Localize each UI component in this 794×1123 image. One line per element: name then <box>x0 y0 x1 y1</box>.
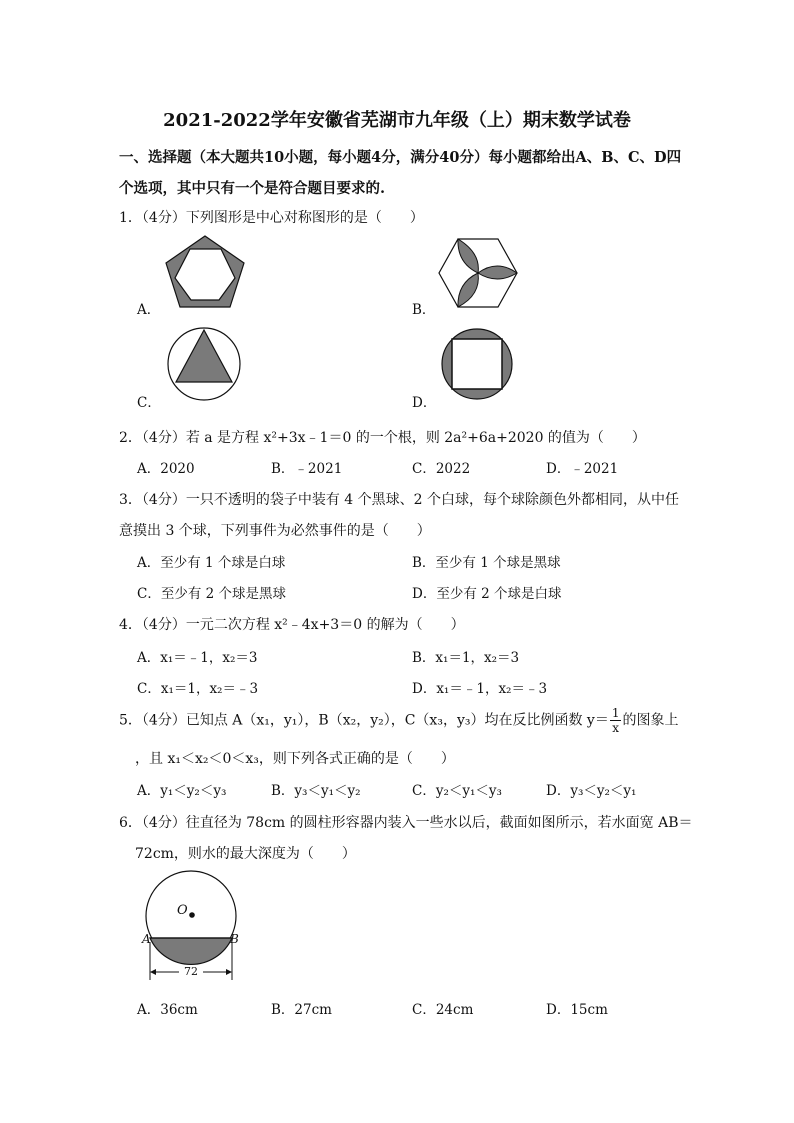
section-header-line1: 一、选择题（本大题共10小题，每小题4分，满分40分）每小题都给出A、B、C、D四 <box>119 149 682 166</box>
page-title: 2021-2022学年安徽省芜湖市九年级（上）期末数学试卷 <box>163 110 631 131</box>
question-6-stem-line1: 6．（4分）往直径为 78cm 的圆柱形容器内装入一些水以后，截面如图所示，若水面宽 AB＝ <box>119 815 693 831</box>
q6-option-c: C．24cm <box>412 1002 474 1018</box>
q4-option-a: A．x₁＝﹣1，x₂＝3 <box>137 650 258 666</box>
question-5-stem-line2: ，且 x₁＜x₂＜0＜x₃，则下列各式正确的是（ ） <box>135 751 455 767</box>
q2-option-b: B．﹣2021 <box>271 461 343 477</box>
q1-figure-a-pentagon <box>162 234 248 310</box>
question-3-stem-line1: 3．（4分）一只不透明的袋子中装有 4 个黑球、2 个白球，每个球除颜色外都相同，从中任 <box>119 492 679 508</box>
q6-option-a: A．36cm <box>137 1002 198 1018</box>
q2-option-a: A．2020 <box>137 461 195 477</box>
question-6-stem-line2: 72cm，则水的最大深度为（ ） <box>135 846 356 862</box>
q4-option-d: D．x₁＝﹣1，x₂＝﹣3 <box>412 681 548 697</box>
question-4-stem: 4．（4分）一元二次方程 x²﹣4x+3＝0 的解为（ ） <box>119 617 465 633</box>
question-5-stem-line1 <box>119 707 678 734</box>
q3-option-d: D．至少有 2 个球是白球 <box>412 586 562 602</box>
q5-option-d: D．y₃＜y₂＜y₁ <box>546 783 637 799</box>
question-3-stem-line2: 意摸出 3 个球，下列事件为必然事件的是（ ） <box>119 523 431 539</box>
q5-option-c: C．y₂＜y₁＜y₃ <box>412 783 502 799</box>
q6-label-b: B <box>230 932 239 946</box>
q2-option-d: D．﹣2021 <box>546 461 619 477</box>
q6-label-a: A <box>142 932 151 946</box>
q1-figure-d-square-in-circle <box>440 327 514 401</box>
q1-option-a-label: A． <box>137 302 161 318</box>
q6-label-o: O <box>177 903 188 918</box>
q6-option-d: D．15cm <box>546 1002 608 1018</box>
q5-frac-denominator: x <box>612 721 620 735</box>
q6-option-b: B．27cm <box>271 1002 332 1018</box>
q2-option-c: C．2022 <box>412 461 471 477</box>
q1-option-d-label: D． <box>412 395 437 411</box>
q1-figure-b-hexagon-petals <box>437 237 519 309</box>
q4-option-b: B．x₁＝1，x₂＝3 <box>412 650 520 666</box>
q1-figure-c-triangle-in-circle <box>166 326 242 402</box>
q3-option-c: C．至少有 2 个球是黑球 <box>137 586 287 602</box>
q4-option-c: C．x₁＝1，x₂＝﹣3 <box>137 681 259 697</box>
q5-option-a: A．y₁＜y₂＜y₃ <box>137 783 227 799</box>
q5-fraction <box>610 707 622 734</box>
section-header-line2: 个选项，其中只有一个是符合题目要求的. <box>119 180 386 197</box>
q3-option-a: A．至少有 1 个球是白球 <box>137 555 286 571</box>
question-1-stem: 1．（4分）下列图形是中心对称图形的是（ ） <box>119 210 424 226</box>
q5-stem-pre: 5．（4分）已知点 A（x₁，y₁），B（x₂，y₂），C（x₃，y₃）均在反比例函数 y＝ <box>119 712 609 729</box>
question-2-stem: 2．（4分）若 a 是方程 x²+3x﹣1＝0 的一个根，则 2a²+6a+2020 的值为（ ） <box>119 430 646 446</box>
q6-label-width: 72 <box>184 965 198 978</box>
q3-option-b: B．至少有 1 个球是黑球 <box>412 555 561 571</box>
q5-frac-numerator: 1 <box>611 706 620 720</box>
q5-stem-post: 的图象上 <box>622 712 679 729</box>
q1-option-b-label: B． <box>412 302 436 318</box>
q1-option-c-label: C． <box>137 395 161 411</box>
q5-option-b: B．y₃＜y₁＜y₂ <box>271 783 361 799</box>
